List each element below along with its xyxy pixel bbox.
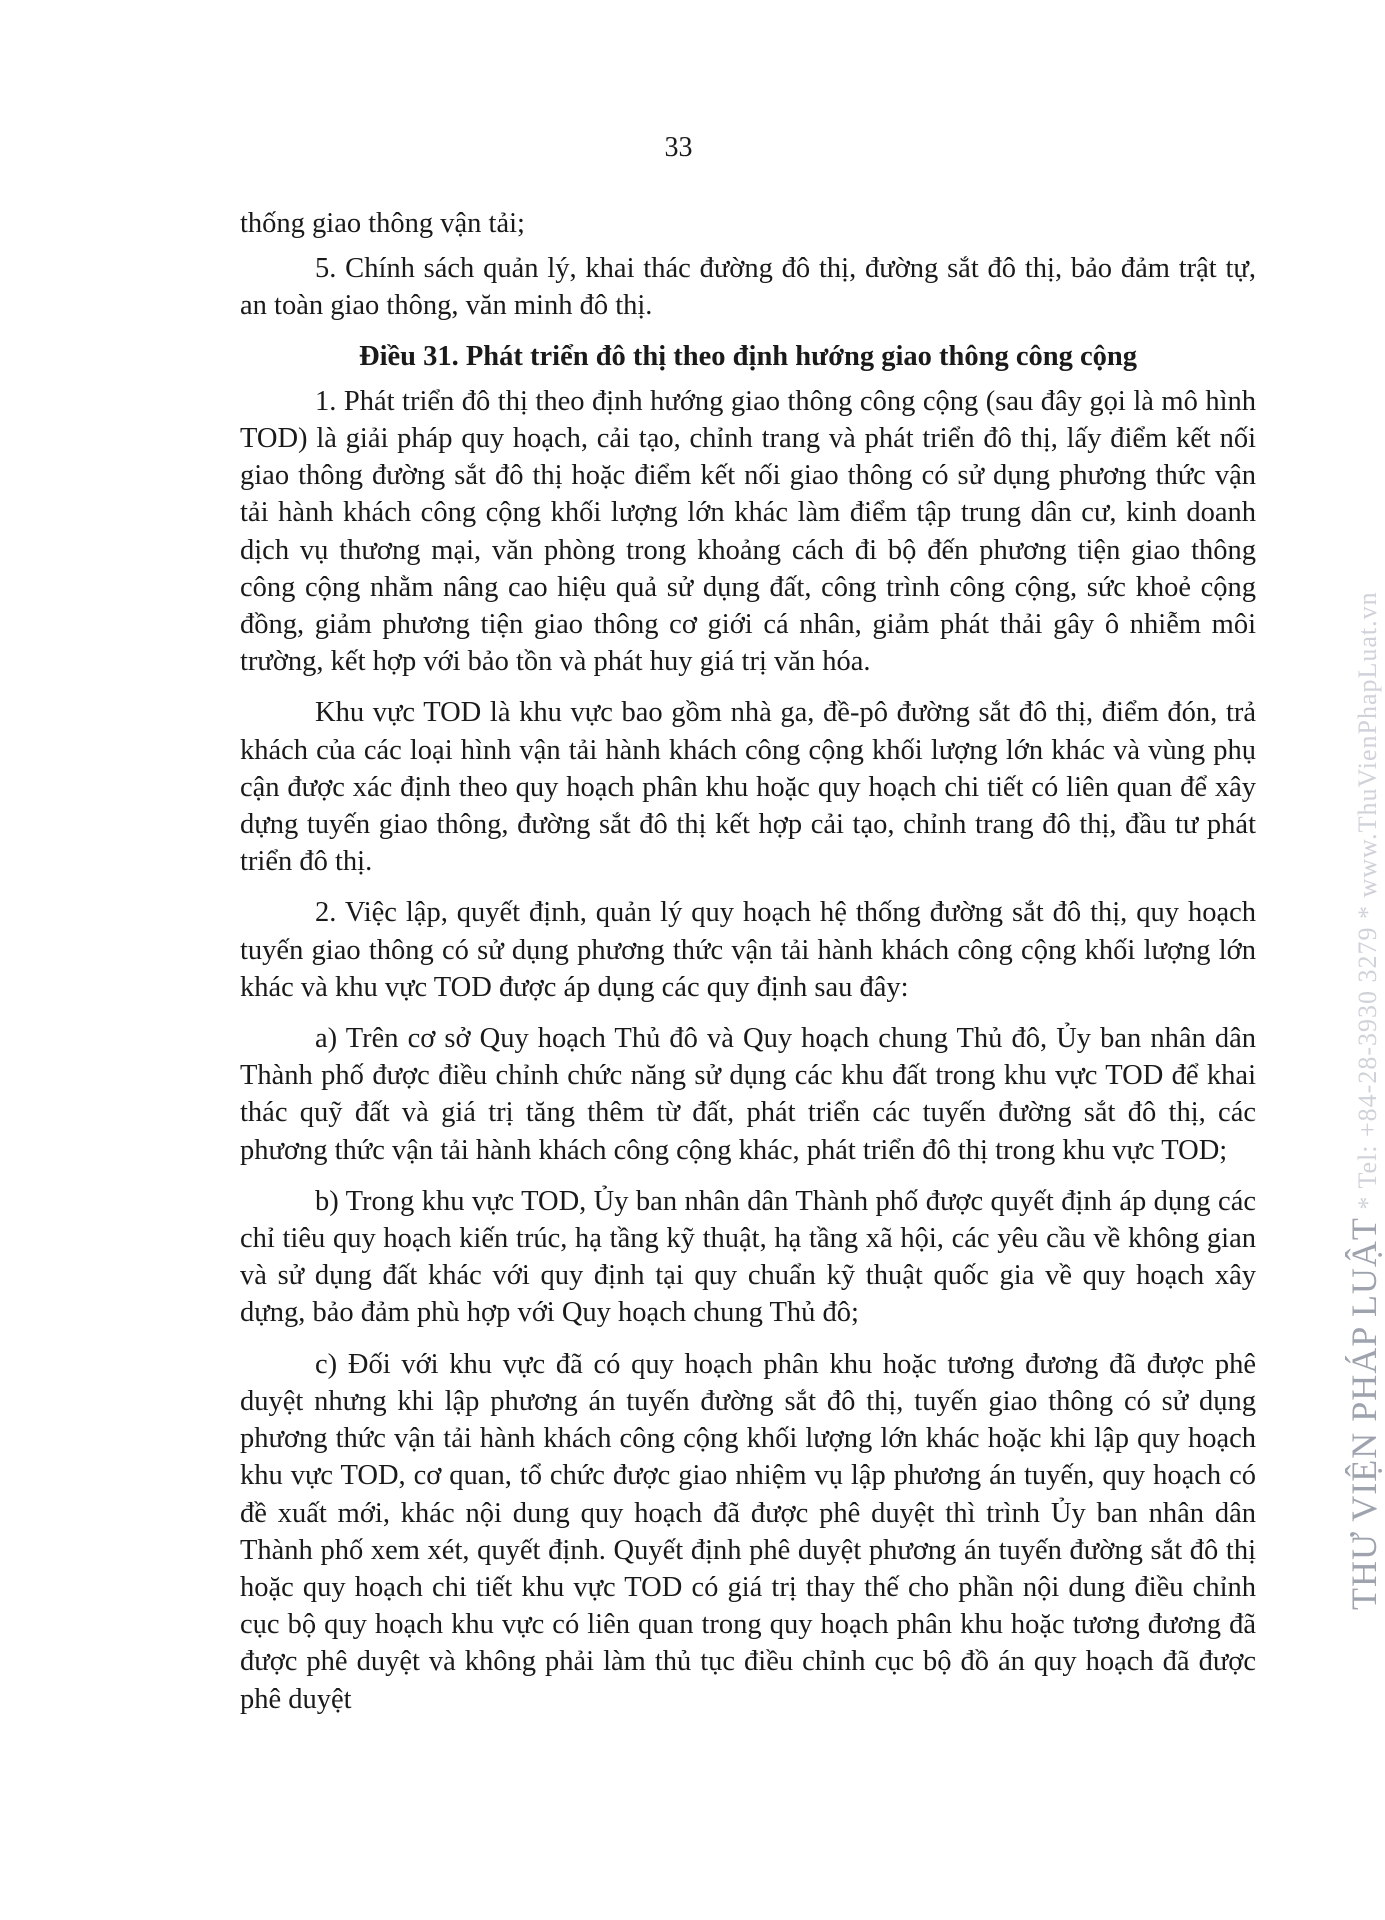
article-heading: Điều 31. Phát triển đô thị theo định hướng giao thông công cộng [359, 340, 1137, 372]
watermark-brand: THƯ VIỆN PHÁP LUẬT [1344, 1217, 1384, 1610]
page-number: 33 [664, 132, 693, 163]
paragraph-continuation: thống giao thông vận tải; [240, 208, 525, 239]
document-body [240, 205, 1256, 1718]
paragraph-point-c: c) Đối với khu vực đã có quy hoạch phân khu hoặc tương đương đã được phê duyệt nhưng khi lập phương án tuyến đường sắt đô thị, tuyến giao thông có sử dụng phương thức vận tải hành khách công cộng khối lượng lớn khác hoặc khi lập quy hoạch khu vực TOD, cơ quan, tổ chức được giao nhiệm vụ lập phương án tuyến, quy hoạch có đề xuất mới, khác nội dung quy hoạch đã được phê duyệt thì trình Ủy ban nhân dân Thành phố xem xét, quyết định. Quyết định phê duyệt phương án tuyến đường sắt đô thị hoặc quy hoạch chi tiết khu vực TOD có giá trị thay thế cho phần nội dung điều chỉnh cục bộ quy hoạch khu vực có liên quan trong quy hoạch phân khu hoặc tương đương đã được phê duyệt và không phải làm thủ tục điều chỉnh cục bộ đồ án quy hoạch đã được phê duyệt [240, 1348, 1256, 1715]
paragraph-clause-1: 1. Phát triển đô thị theo định hướng giao thông công cộng (sau đây gọi là mô hình TOD) là giải pháp quy hoạch, cải tạo, chỉnh trang và phát triển đô thị, lấy điểm kết nối giao thông đường sắt đô thị hoặc điểm kết nối giao thông có sử dụng phương thức vận tải hành khách công cộng khối lượng lớn khác làm điểm tập trung dân cư, kinh doanh dịch vụ thương mại, văn phòng trong khoảng cách đi bộ đến phương tiện giao thông công cộng nhằm nâng cao hiệu quả sử dụng đất, công trình công cộng, sức khoẻ cộng đồng, giảm phương tiện giao thông cơ giới cá nhân, giảm phát thải gây ô nhiễm môi trường, kết hợp với bảo tồn và phát huy giá trị văn hóa. [240, 385, 1256, 678]
paragraph-tod-area: Khu vực TOD là khu vực bao gồm nhà ga, đề-pô đường sắt đô thị, điểm đón, trả khách của các loại hình vận tải hành khách công cộng khối lượng lớn khác và vùng phụ cận được xác định theo quy hoạch phân khu hoặc quy hoạch chi tiết có liên quan để xây dựng tuyến giao thông, đường sắt đô thị kết hợp cải tạo, chỉnh trang đô thị, đầu tư phát triển đô thị. [240, 697, 1256, 878]
watermark-contact: * Tel: +84-28-3930 3279 * www.ThuVienPhapLuat.vn [1353, 591, 1382, 1218]
paragraph-point-b: b) Trong khu vực TOD, Ủy ban nhân dân Thành phố được quyết định áp dụng các chỉ tiêu quy hoạch kiến trúc, hạ tầng kỹ thuật, hạ tầng xã hội, các yêu cầu về không gian và sử dụng đất khác với quy định tại quy chuẩn kỹ thuật quốc gia về quy hoạch xây dựng, bảo đảm phù hợp với Quy hoạch chung Thủ đô; [240, 1185, 1256, 1329]
paragraph-clause-2: 2. Việc lập, quyết định, quản lý quy hoạch hệ thống đường sắt đô thị, quy hoạch tuyến giao thông có sử dụng phương thức vận tải hành khách công cộng khối lượng lớn khác và khu vực TOD được áp dụng các quy định sau đây: [240, 897, 1256, 1003]
paragraph-item-5: 5. Chính sách quản lý, khai thác đường đô thị, đường sắt đô thị, bảo đảm trật tự, an toàn giao thông, văn minh đô thị. [240, 253, 1256, 322]
watermark [1343, 591, 1385, 1610]
paragraph-point-a: a) Trên cơ sở Quy hoạch Thủ đô và Quy hoạch chung Thủ đô, Ủy ban nhân dân Thành phố được điều chỉnh chức năng sử dụng các khu đất trong khu vực TOD để khai thác quỹ đất và giá trị tăng thêm từ đất, phát triển các tuyến đường sắt đô thị, các phương thức vận tải hành khách công cộng khác, phát triển đô thị trong khu vực TOD; [240, 1023, 1256, 1166]
